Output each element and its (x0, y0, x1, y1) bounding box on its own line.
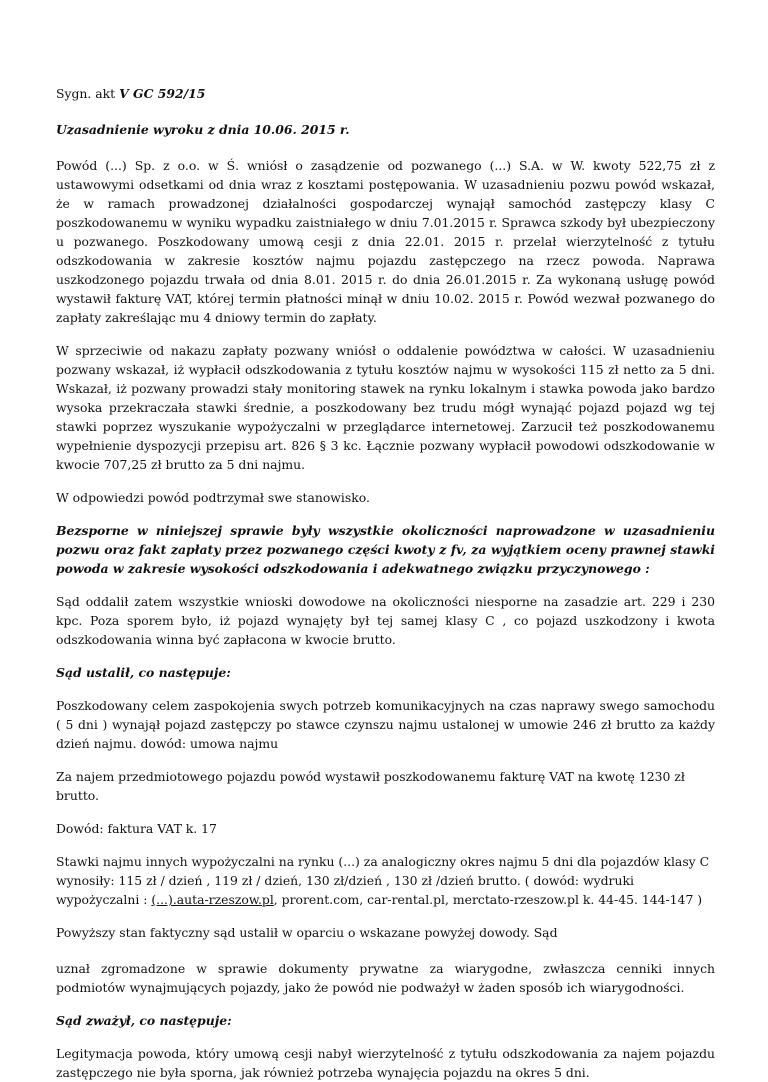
paragraph-rental: Poszkodowany celem zaspokojenia swych potrzeb komunikacyjnych na czas naprawy swego samochodu ( 5 dni ) wynajął pojazd zastępczy po stawce czynszu najmu ustalonej w umowie 246 zł brutto za każdy dzień najmu. dowód: umowa najmu (56, 698, 715, 751)
signature-number: V GC 592/15 (119, 86, 206, 101)
heading-court-established: Sąd ustalił, co następuje: (56, 665, 231, 680)
heading-justification: Uzasadnienie wyroku z dnia 10.06. 2015 r. (56, 122, 350, 137)
heading-court-considered: Sąd zważył, co następuje: (56, 1013, 232, 1028)
paragraph-legitimacy: Legitymacja powoda, który umową cesji nabył wierzytelność z tytułu odszkodowania za najem pojazdu zastępczego nie była sporna, jak również potrzeba wynajęcia pojazdu na okres 5 dni. (56, 1046, 715, 1080)
paragraph-documents-credible: uznał zgromadzone w sprawie dokumenty prywatne za wiarygodne, zwłaszcza cenniki innych podmiotów wynajmujących pojazdy, jako że powód nie podważył w żaden sposób ich wiarygodności. (56, 961, 715, 995)
paragraph-facts-basis: Powyższy stan faktyczny sąd ustalił w oparciu o wskazane powyżej dowody. Sąd (56, 925, 558, 940)
paragraph-undisputed: Bezsporne w niniejszej sprawie były wszystkie okoliczności naprowadzone w uzasadnieniu pozwu oraz fakt zapłaty przez pozwanego części kwoty z fv, za wyjątkiem oceny prawnej stawki powoda w zakresie wysokości odszkodowania i adekwatnego związku przyczynowego : (56, 523, 715, 576)
rental-link[interactable]: (...).auta-rzeszow.pl (151, 892, 274, 907)
paragraph-invoice-evidence: Dowód: faktura VAT k. 17 (56, 821, 217, 836)
paragraph-invoice: Za najem przedmiotowego pojazdu powód wystawił poszkodowanemu fakturę VAT na kwotę 1230 zł brutto. (56, 769, 685, 803)
rates-text-end: , prorent.com, car-rental.pl, merctato-rzeszow.pl k. 44-45. 144-147 ) (273, 892, 703, 907)
paragraph-claim: Powód (...) Sp. z o.o. w Ś. wniósł o zasądzenie od pozwanego (...) S.A. w W. kwoty 522,75 zł z ustawowymi odsetkami od dnia wraz z kosztami postępowania. W uzasadnieniu pozwu powód wskazał, że w ramach prowadzonej działalności gospodarczej wynajął samochód zastępczy klasy C poszkodowanemu w wyniku wypadku zaistniałego w dniu 7.01.2015 r. Sprawca szkody był ubezpieczony u pozwanego. Poszkodowany umową cesji z dnia 22.01. 2015 r. przelał wierzytelność z tytułu odszkodowania w zakresie kosztów najmu pojazdu zastępczego na rzecz powoda. Naprawa uszkodzonego pojazdu trwała od dnia 8.01. 2015 r. do dnia 26.01.2015 r. Za wykonaną usługę powód wystawił fakturę VAT, której termin płatności minął w dniu 10.02. 2015 r. Powód wezwał pozwanego do zapłaty zakreślając mu 4 dniowy termin do zapłaty. (56, 158, 715, 325)
paragraph-reply: W odpowiedzi powód podtrzymał swe stanowisko. (56, 490, 370, 505)
signature-prefix: Sygn. akt (56, 86, 120, 101)
rates-text: Stawki najmu innych wypożyczalni na rynku (...) za analogiczny okres najmu 5 dni dla pojazdów klasy C wynosiły: 115 zł / dzień , 119 zł / dzień, 130 zł/dzień , 130 zł /dzień brutto. ( dowód: wydruki wypożyczalni : (56, 854, 710, 907)
case-signature (56, 84, 715, 103)
paragraph-objection: W sprzeciwie od nakazu zapłaty pozwany wniósł o oddalenie powództwa w całości. W uzasadnieniu pozwany wskazał, iż wypłacił odszkodowania z tytułu kosztów najmu w wysokości 115 zł netto za 5 dni. Wskazał, iż pozwany prowadzi stały monitoring stawek na rynku lokalnym i stawka powoda jako bardzo wysoka przekraczała stawki średnie, a poszkodowany bez trudu mógł wynająć pojazd pojazd wg tej stawki poprzez wyszukanie wypożyczalni w przeglądarce internetowej. Zarzucił też poszkodowanemu wypełnienie dyspozycji przepisu art. 826 § 3 kc. Łącznie pozwany wypłacił powodowi odszkodowanie w kwocie 707,25 zł brutto za 5 dni najmu. (56, 343, 715, 472)
paragraph-evidence-dismissed: Sąd oddalił zatem wszystkie wnioski dowodowe na okoliczności niesporne na zasadzie art. 229 i 230 kpc. Poza sporem było, iż pojazd wynajęty był tej samej klasy C , co pojazd uszkodzony i kwota odszkodowania winna być zapłacona w kwocie brutto. (56, 594, 715, 647)
paragraph-rates (56, 852, 715, 909)
